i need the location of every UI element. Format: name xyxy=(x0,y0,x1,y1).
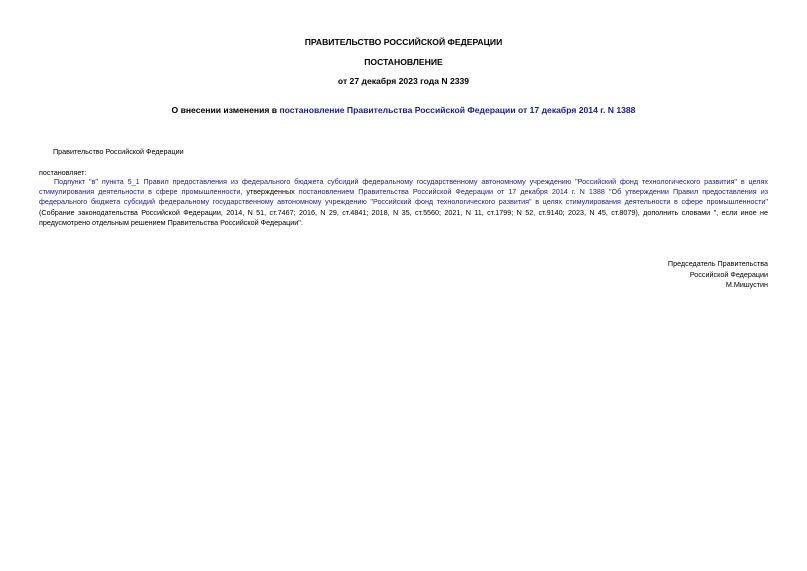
government-heading: ПРАВИТЕЛЬСТВО РОССИЙСКОЙ ФЕДЕРАЦИИ xyxy=(304,37,503,47)
preamble-government: Правительство Российской Федерации xyxy=(53,147,184,156)
document-type-heading: ПОСТАНОВЛЕНИЕ xyxy=(364,57,443,67)
signature-name: М.Мишустин xyxy=(725,280,768,290)
signature-block xyxy=(668,259,768,291)
body-text-tail: (Собрание законодательства Российской Федерации, 2014, N 51, ст.7467; 2016, N 29, ст.4841; 2018, N 35, ст.5560; 2021, N 11, ст.1799; N 52, ст.9140; 2023, N 45, ст.8079), дополнить словами ", если иное не предусмотрено отдельным решением Правительства Российской Федерации". xyxy=(39,207,768,227)
body-text-approved: утвержденных xyxy=(246,187,299,197)
signature-position: Председатель Правительства xyxy=(667,259,768,268)
title-prefix: О внесении изменения в xyxy=(171,105,280,115)
body-paragraph xyxy=(39,177,768,228)
date-number-heading: от 27 декабря 2023 года N 2339 xyxy=(337,76,470,86)
preamble-decides: постановляет: xyxy=(39,168,87,177)
document-title xyxy=(0,105,807,115)
body-link-amended-rule[interactable]: Подпункт "в" пункта 5_1 Правил предоставления из федерального бюджета субсидий федеральному государственному автономному учреждению "Российский фонд технологического развития" в целях стимулирования деятельности в сфере промышленности, xyxy=(39,177,768,197)
body-link-resolution[interactable]: постановлением Правительства Российской Федерации от 17 декабря 2014 г. N 1388 "Об утверждении Правил предоставления из федерального бюджета субсидий федеральному государственному автономному учреждению "Российский фонд технологического развития" в целях стимулирования деятельности в сфере промышленности" xyxy=(39,187,769,207)
title-link[interactable]: постановление Правительства Российской Федерации от 17 декабря 2014 г. N 1388 xyxy=(279,105,636,115)
signature-organization: Российской Федерации xyxy=(689,269,768,279)
